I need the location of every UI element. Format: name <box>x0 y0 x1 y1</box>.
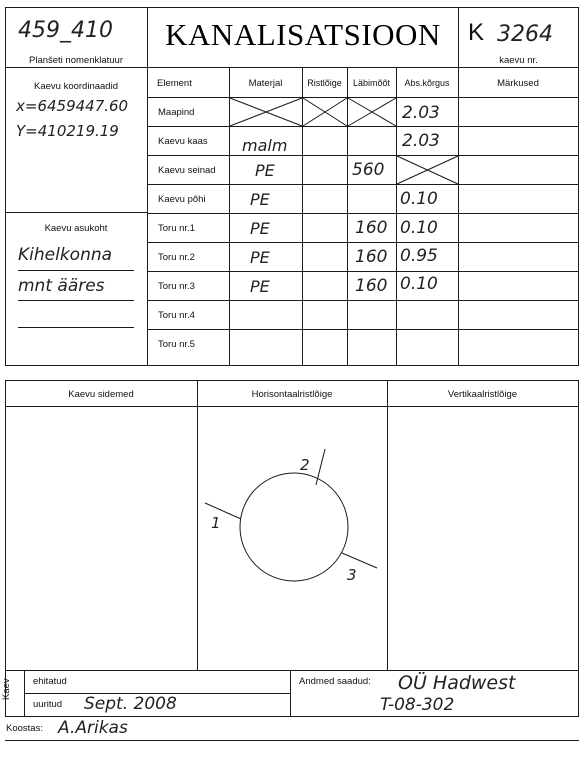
cell-toru3-diameter: 160 <box>355 276 388 296</box>
well-prefix: K <box>468 19 485 46</box>
footer-measured-value: Sept. 2008 <box>84 694 177 714</box>
pipe-label-3: 3 <box>347 566 357 584</box>
footer-bottom-line <box>5 716 579 717</box>
page-title: KANALISATSIOON <box>165 17 441 52</box>
crossed-out-cells <box>0 0 587 366</box>
horizontal-section-sketch <box>197 407 387 669</box>
location-label: Kaevu asukoht <box>44 223 108 234</box>
footer-built-label: ehitatud <box>33 676 67 687</box>
sketch-frame-right <box>578 380 579 717</box>
footer-source-label: Andmed saadud: <box>299 676 371 687</box>
row-label-kaevu-seinad: Kaevu seinad <box>158 165 216 176</box>
col-header-diameter: Läbimõõt <box>352 78 391 88</box>
cell-toru1-abs: 0.10 <box>400 218 438 238</box>
cell-seinad-diameter: 560 <box>352 160 385 180</box>
col-header-notes: Märkused <box>497 78 539 89</box>
well-number-label: kaevu nr. <box>499 55 538 66</box>
location-line-2: mnt ääres <box>18 276 105 296</box>
sketch-header-connections: Kaevu sidemed <box>68 389 134 400</box>
footer-author-value: A.Arikas <box>58 718 128 738</box>
col-header-material: Materjal <box>248 78 283 89</box>
sketch-header-vertical: Vertikaalristlõige <box>447 389 518 400</box>
row-label-toru-2: Toru nr.2 <box>158 252 195 263</box>
col-header-abs: Abs.kõrgus <box>404 78 450 88</box>
nomenclature-value: 459_410 <box>18 18 113 43</box>
cell-toru2-abs: 0.95 <box>400 246 438 266</box>
pipe-label-1: 1 <box>211 514 221 532</box>
footer-side-label: Kaev <box>1 678 12 700</box>
cell-toru1-material: PE <box>250 219 270 238</box>
cell-kaas-abs: 2.03 <box>402 131 440 151</box>
cell-toru2-material: PE <box>250 248 270 267</box>
sketch-frame-top <box>5 380 579 381</box>
coordinate-y: Y=410219.19 <box>16 122 119 140</box>
row-label-kaevu-pohi: Kaevu põhi <box>158 194 206 205</box>
row-label-kaevu-kaas: Kaevu kaas <box>158 136 208 147</box>
cell-toru3-material: PE <box>250 277 270 296</box>
coordinate-x: x=6459447.60 <box>16 97 129 115</box>
cell-maapind-abs: 2.03 <box>402 103 440 123</box>
footer-author-line <box>5 740 579 741</box>
footer-author-label: Koostas: <box>6 723 43 734</box>
nomenclature-label: Planšeti nomenklatuur <box>29 55 123 66</box>
well-circle <box>240 473 348 581</box>
row-label-maapind: Maapind <box>158 107 195 118</box>
row-label-toru-3: Toru nr.3 <box>158 281 195 292</box>
location-line-1: Kihelkonna <box>18 245 113 265</box>
row-label-toru-4: Toru nr.4 <box>158 310 195 321</box>
cell-kaas-material: malm <box>242 136 288 155</box>
cell-pohi-material: PE <box>250 190 270 209</box>
row-label-toru-1: Toru nr.1 <box>158 223 195 234</box>
sketch-frame-left <box>5 380 6 717</box>
footer-source-value-2: T-08-302 <box>380 695 455 715</box>
cell-toru3-abs: 0.10 <box>400 274 438 294</box>
footer-measured-label: uuritud <box>33 699 63 710</box>
col-header-section: Ristlõige <box>307 78 342 88</box>
cell-seinad-material: PE <box>255 161 275 180</box>
sketch-header-horizontal: Horisontaalristlõige <box>251 389 333 400</box>
footer-source-value-1: OÜ Hadwest <box>398 672 516 694</box>
cell-toru1-diameter: 160 <box>355 218 388 238</box>
row-label-toru-5: Toru nr.5 <box>158 339 195 350</box>
cell-toru2-diameter: 160 <box>355 247 388 267</box>
coordinates-label: Kaevu koordinaadid <box>34 81 118 92</box>
cell-pohi-abs: 0.10 <box>400 189 438 209</box>
sketch-divider-2 <box>387 380 388 670</box>
pipe-label-2: 2 <box>300 456 310 474</box>
footer-top-line <box>5 670 579 671</box>
well-number: 3264 <box>497 22 553 47</box>
col-header-element: Element <box>157 78 192 89</box>
